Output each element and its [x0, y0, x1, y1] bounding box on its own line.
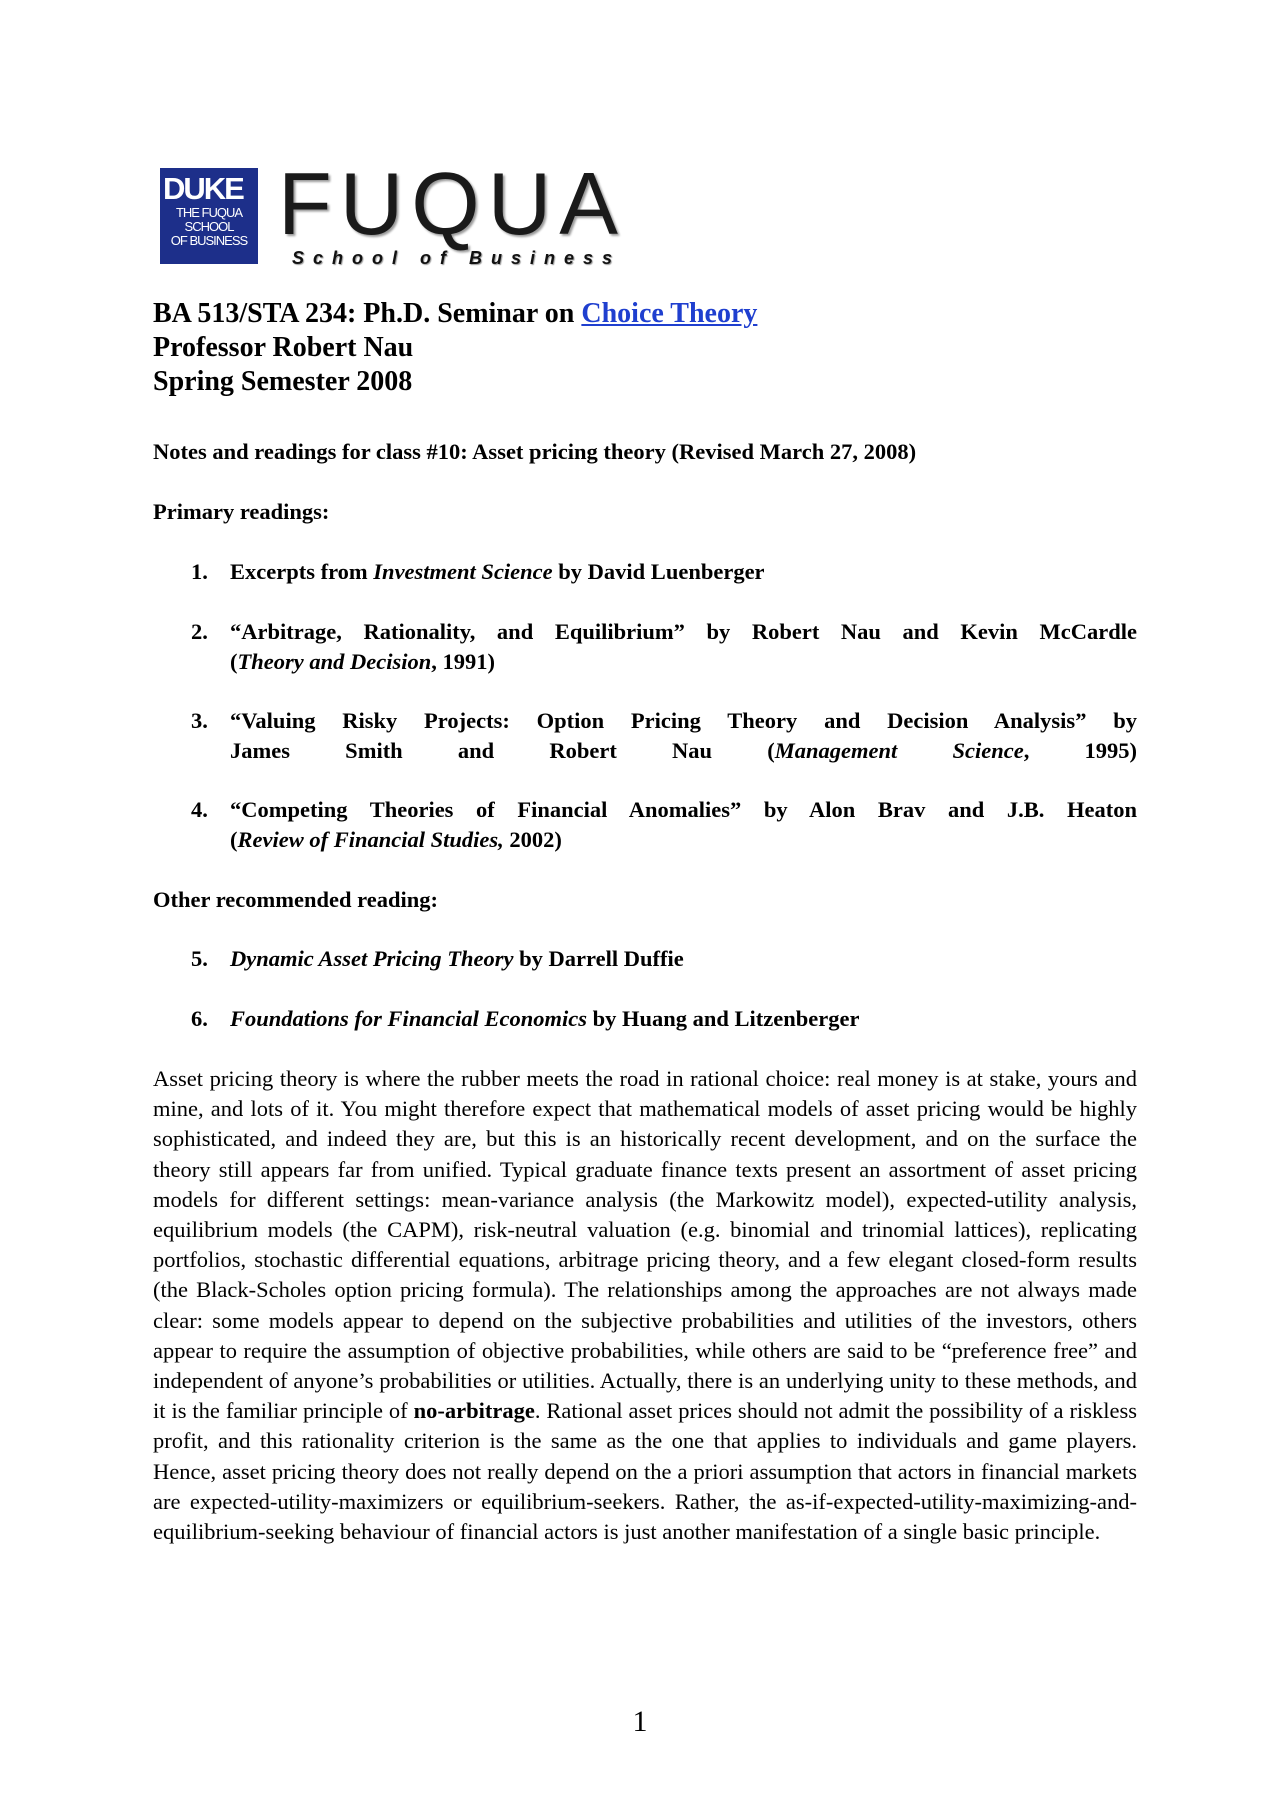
reading-item [153, 1004, 1137, 1034]
reading-item [153, 795, 1137, 825]
reading-journal: Management Science [774, 738, 1024, 763]
fuqua-wordmark: FUQUA [278, 154, 626, 253]
reading-title: Investment Science [373, 559, 553, 584]
other-readings-heading: Other recommended reading: [153, 887, 438, 912]
reading-item [153, 706, 1137, 736]
reading-text-part: ( [230, 649, 238, 674]
reading-text-part: , 1995) [1023, 738, 1138, 763]
reading-text [230, 825, 1137, 855]
school-of-business-wordmark: School of Business [292, 248, 622, 268]
reading-text-part: ( [230, 827, 238, 852]
duke-subtitle-line: THE FUQUA [175, 205, 243, 220]
reading-title: Foundations for Financial Economics [230, 1006, 587, 1031]
reading-text-part: 2002) [503, 827, 562, 852]
reading-line: “Competing Theories of Financial Anomalies” by Alon Brav and J.B. Heaton [230, 797, 1137, 822]
reading-text-part: by Huang and Litzenberger [586, 1006, 860, 1031]
course-title [153, 297, 757, 331]
course-title-text: BA 513/STA 234: Ph.D. Seminar on [153, 298, 582, 329]
no-arbitrage-term: no-arbitrage [413, 1398, 535, 1424]
page-number: 1 [632, 1705, 648, 1738]
fuqua-logo [160, 154, 660, 274]
reading-line: “Valuing Risky Projects: Option Pricing Theory and Decision Analysis” by [230, 708, 1137, 733]
reading-item-continuation [153, 825, 1137, 855]
reading-item [153, 944, 1137, 974]
paragraph-text: . Rational asset prices should not admit the possibility of a riskless profit, and this rationality criterion is the same as the one that applies to individuals and game players. Hence, asset pricing theory does not really depend on the a priori assumption that actors in financial markets are expected-utility-maximizers or equilibrium-seekers. Rather, the as-if-expected-utility-maximizing-and-equilibrium-seeking behaviour of financial actors is just another manifestation of a single basic principle. [153, 1398, 1137, 1545]
reading-text [230, 557, 1137, 587]
reading-text [230, 736, 1137, 766]
reading-item [153, 617, 1137, 647]
reading-text [230, 1004, 1137, 1034]
reading-item-continuation [153, 647, 1137, 677]
duke-subtitle-line: OF BUSINESS [170, 233, 248, 248]
paragraph-text: Asset pricing theory is where the rubber meets the road in rational choice: real money is at stake, yours and mine, and lots of it. You might therefore expect that mathematical models of asset pricing would be highly sophisticated, and indeed they are, but this is an historically recent development, and on the surface the theory still appears far from unified. Typical graduate finance texts present an assortment of asset pricing models for different settings: mean-variance analysis (the Markowitz model), expected-utility analysis, equilibrium models (the CAPM), risk-neutral valuation (e.g. binomial and trinomial lattices), replicating portfolios, stochastic differential equations, arbitrage pricing theory, and a few elegant closed-form results (the Black-Scholes option pricing formula). The relationships among the approaches are not always made clear: some models appear to depend on the subjective probabilities and utilities of the investors, others appear to require the assumption of objective probabilities, while others are said to be “preference free” and independent of anyone’s probabilities or utilities. Actually, there is an underlying unity to these methods, and it is the familiar principle of [153, 1066, 1137, 1424]
reading-title: Dynamic Asset Pricing Theory [230, 946, 514, 971]
reading-number: 6. [191, 1006, 208, 1031]
reading-number: 1. [191, 559, 208, 584]
reading-text [230, 647, 1137, 677]
semester: Spring Semester 2008 [153, 366, 413, 397]
duke-logo-box [160, 168, 258, 264]
reading-number: 4. [191, 797, 208, 822]
reading-text [230, 944, 1137, 974]
reading-journal: Review of Financial Studies, [237, 827, 504, 852]
primary-readings-heading: Primary readings: [153, 499, 330, 524]
reading-journal: Theory and Decision [237, 649, 432, 674]
course-header [153, 297, 757, 399]
reading-number: 2. [191, 619, 208, 644]
reading-text-part: by Darrell Duffie [513, 946, 684, 971]
body-paragraph [153, 1064, 1137, 1547]
duke-subtitle-line: SCHOOL [184, 219, 234, 234]
reading-line: “Arbitrage, Rationality, and Equilibrium” by Robert Nau and Kevin McCardle [230, 619, 1137, 644]
professor-name: Professor Robert Nau [153, 332, 414, 363]
reading-number: 5. [191, 946, 208, 971]
reading-item-continuation [153, 736, 1137, 766]
duke-wordmark: DUKE [163, 171, 243, 206]
reading-item [153, 557, 1137, 587]
reading-number: 3. [191, 708, 208, 733]
reading-text-part: James Smith and Robert Nau ( [230, 738, 775, 763]
reading-text-part: Excerpts from [230, 559, 374, 584]
reading-text-part: by David Luenberger [552, 559, 765, 584]
class-notes-line: Notes and readings for class #10: Asset pricing theory (Revised March 27, 2008) [153, 439, 917, 464]
choice-theory-link[interactable]: Choice Theory [581, 298, 758, 329]
reading-text-part: , 1991) [431, 649, 495, 674]
